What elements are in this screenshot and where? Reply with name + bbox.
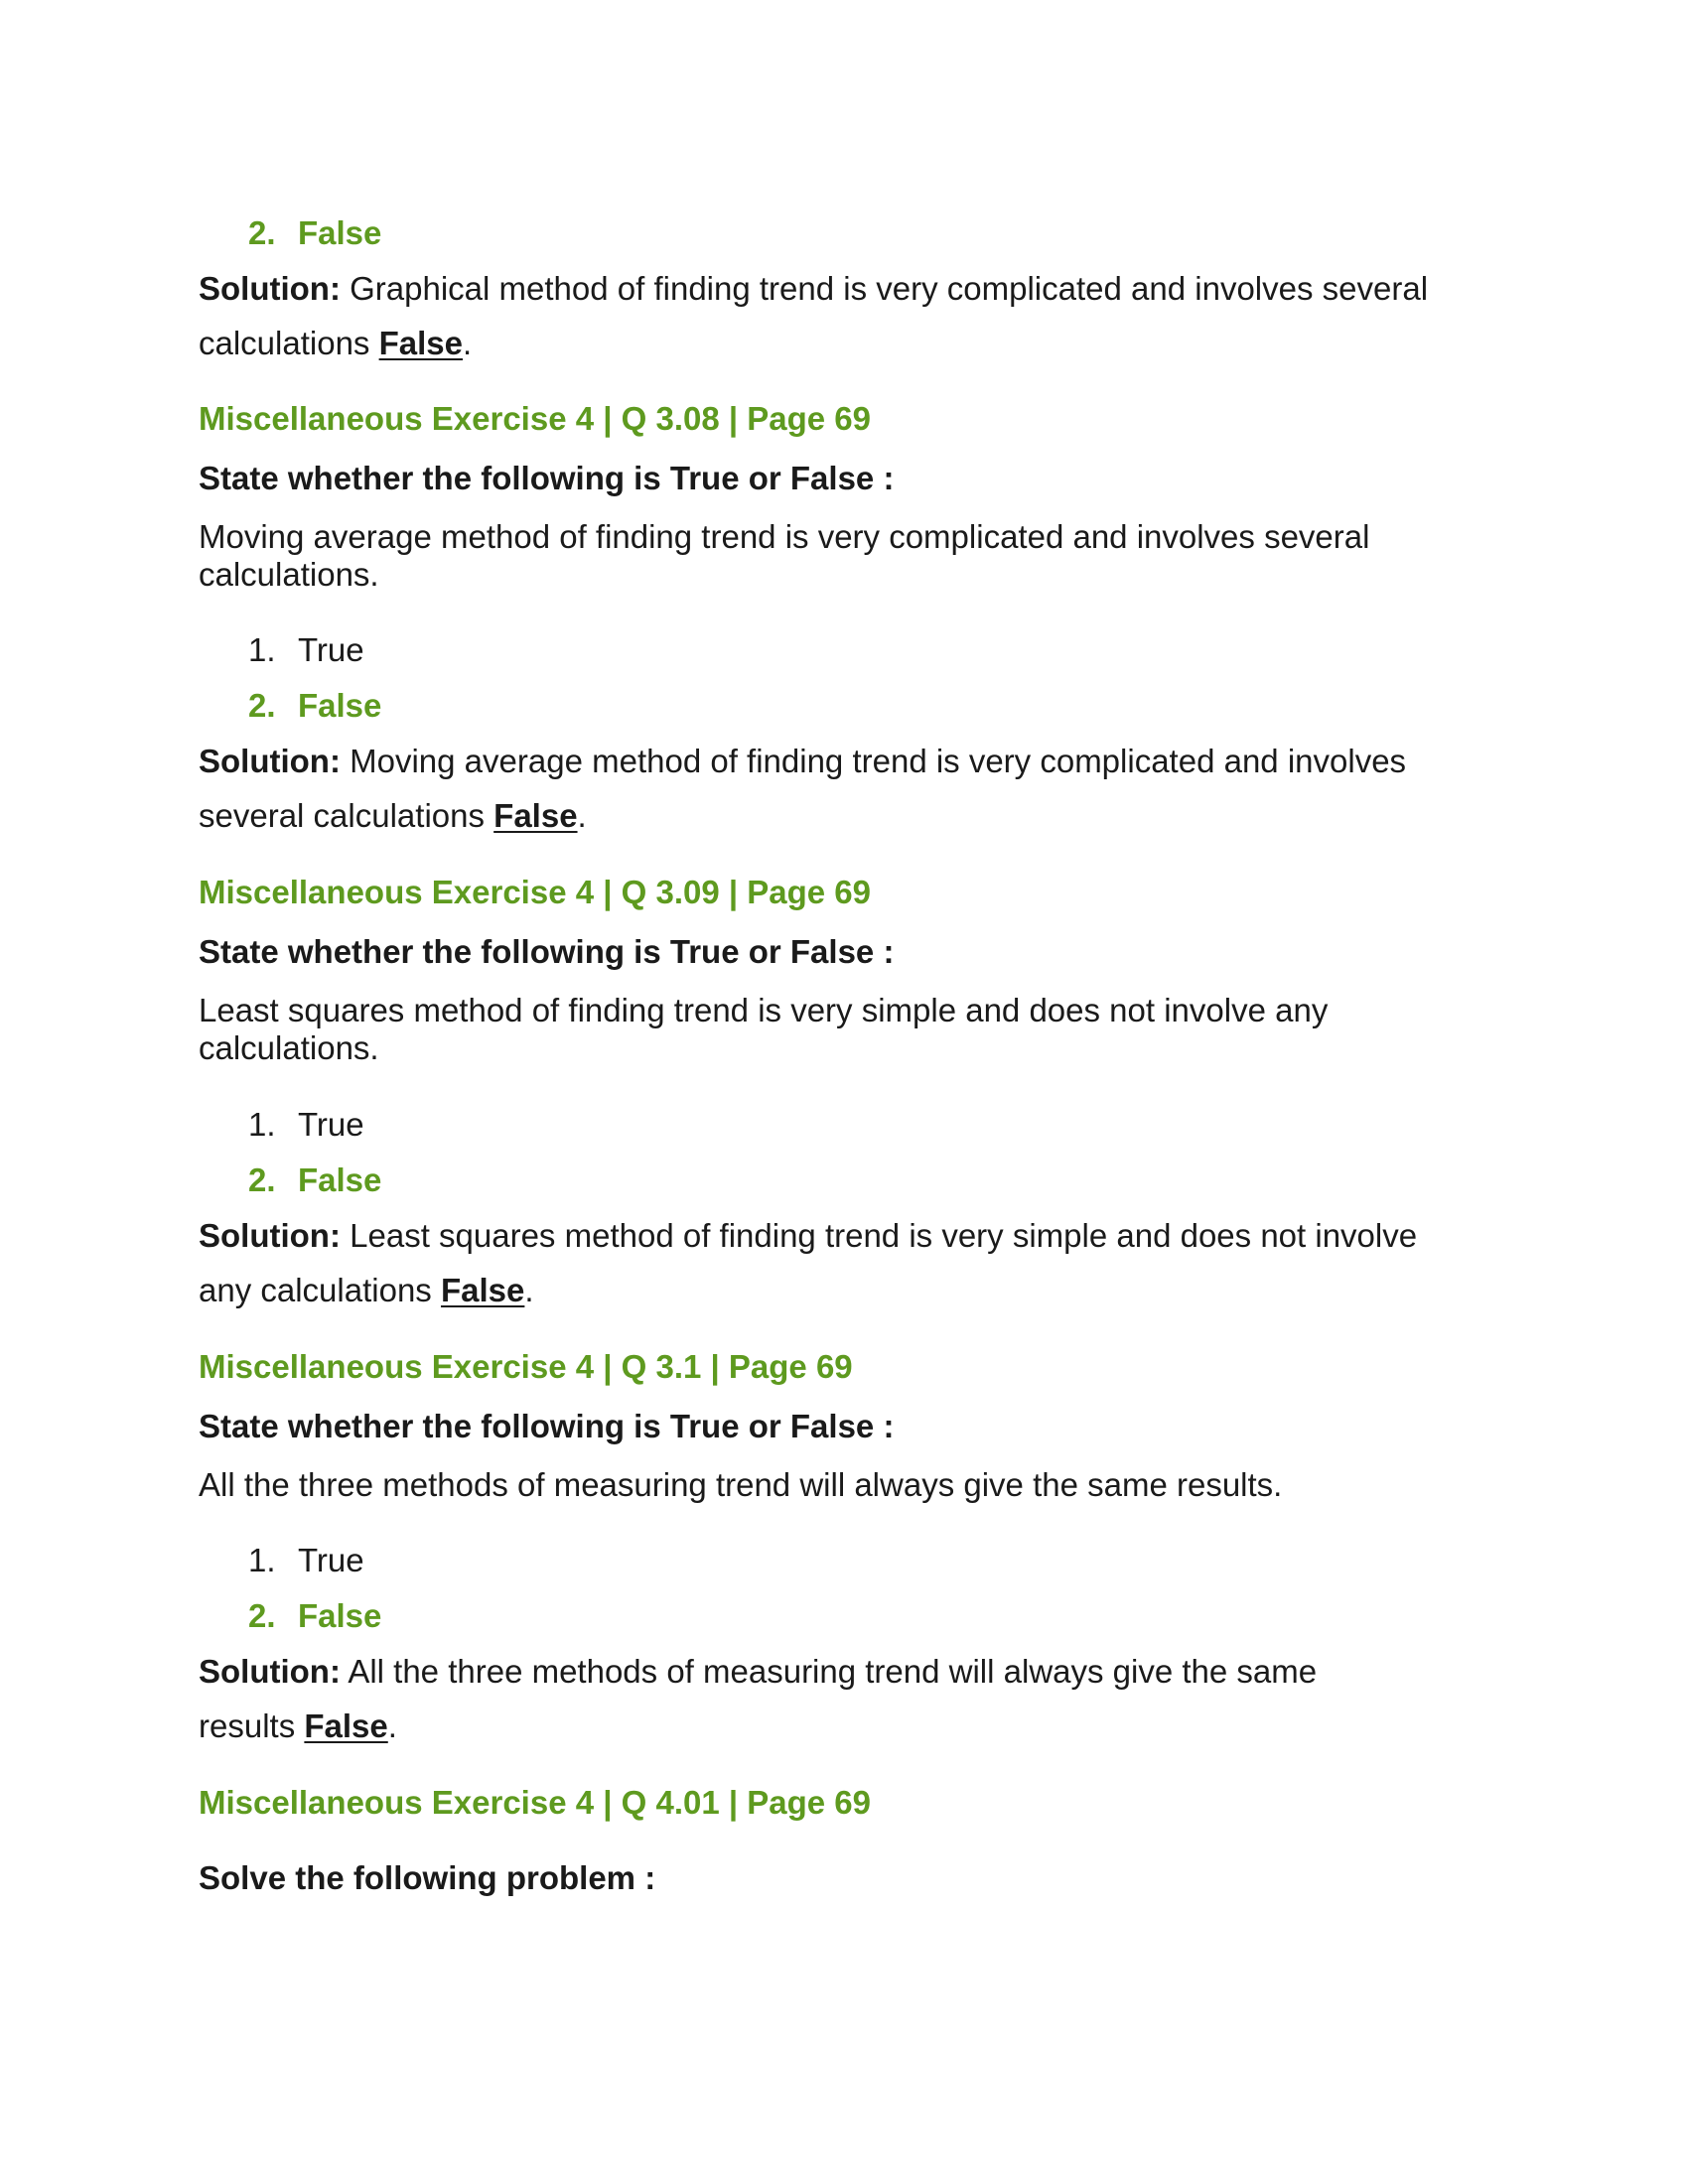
question-heading: Miscellaneous Exercise 4 | Q 3.09 | Page 69 <box>199 874 872 910</box>
question-text: Least squares method of finding trend is very simple and does not involve any <box>199 992 1329 1028</box>
solution-period: . <box>524 1272 534 1308</box>
question-text: All the three methods of measuring trend will always give the same results. <box>199 1466 1283 1503</box>
solution-line <box>199 797 587 835</box>
option-correct-answer <box>248 687 381 725</box>
option-number: 2. <box>248 1597 276 1634</box>
question-instruction: State whether the following is True or False : <box>199 1408 895 1444</box>
solution-answer: False <box>378 325 463 361</box>
solution-text: Graphical method of finding trend is very complicated and involves several <box>340 270 1429 307</box>
question-instruction: Solve the following problem : <box>199 1859 656 1896</box>
option-number: 2. <box>248 687 276 724</box>
option-label: False <box>298 1161 382 1198</box>
solution-label: Solution: <box>199 743 341 779</box>
option-item <box>248 1106 364 1144</box>
solution-line <box>199 1707 397 1745</box>
solution-period: . <box>387 1707 397 1744</box>
solution-line <box>199 325 472 362</box>
option-label: False <box>298 214 382 251</box>
solution-text: calculations <box>199 325 379 361</box>
option-number: 2. <box>248 214 276 251</box>
option-item <box>248 631 364 669</box>
question-text: calculations. <box>199 556 379 593</box>
option-label: True <box>298 1542 364 1578</box>
option-label: True <box>298 1106 364 1143</box>
solution-text: All the three methods of measuring trend will always give the same <box>340 1653 1318 1690</box>
solution-period: . <box>463 325 473 361</box>
solution-period: . <box>577 797 587 834</box>
option-correct-answer <box>248 1161 381 1199</box>
solution-label: Solution: <box>199 270 341 307</box>
solution-line <box>199 1653 1317 1691</box>
solution-text: results <box>199 1707 305 1744</box>
question-heading: Miscellaneous Exercise 4 | Q 3.1 | Page 69 <box>199 1348 853 1385</box>
option-label: True <box>298 631 364 668</box>
solution-text: several calculations <box>199 797 494 834</box>
solution-line <box>199 1272 534 1309</box>
solution-text: any calculations <box>199 1272 441 1308</box>
option-number: 1. <box>248 1542 276 1578</box>
solution-line <box>199 743 1406 780</box>
solution-line <box>199 270 1428 308</box>
solution-text: Least squares method of finding trend is very simple and does not involve <box>340 1217 1418 1254</box>
option-label: False <box>298 1597 382 1634</box>
option-label: False <box>298 687 382 724</box>
option-correct-answer <box>248 1597 381 1635</box>
question-text: calculations. <box>199 1029 379 1066</box>
solution-text: Moving average method of finding trend is very complicated and involves <box>340 743 1407 779</box>
option-number: 2. <box>248 1161 276 1198</box>
question-instruction: State whether the following is True or False : <box>199 933 895 970</box>
solution-line <box>199 1217 1417 1255</box>
question-heading: Miscellaneous Exercise 4 | Q 3.08 | Page 69 <box>199 400 872 437</box>
solution-answer: False <box>304 1707 388 1744</box>
question-text: Moving average method of finding trend is very complicated and involves several <box>199 518 1370 555</box>
option-number: 1. <box>248 631 276 668</box>
option-number: 1. <box>248 1106 276 1143</box>
option-correct-answer <box>248 214 381 252</box>
option-item <box>248 1542 364 1579</box>
question-heading: Miscellaneous Exercise 4 | Q 4.01 | Page 69 <box>199 1784 872 1821</box>
solution-label: Solution: <box>199 1653 341 1690</box>
question-instruction: State whether the following is True or False : <box>199 460 895 496</box>
solution-answer: False <box>493 797 578 834</box>
solution-answer: False <box>440 1272 525 1308</box>
solution-label: Solution: <box>199 1217 341 1254</box>
